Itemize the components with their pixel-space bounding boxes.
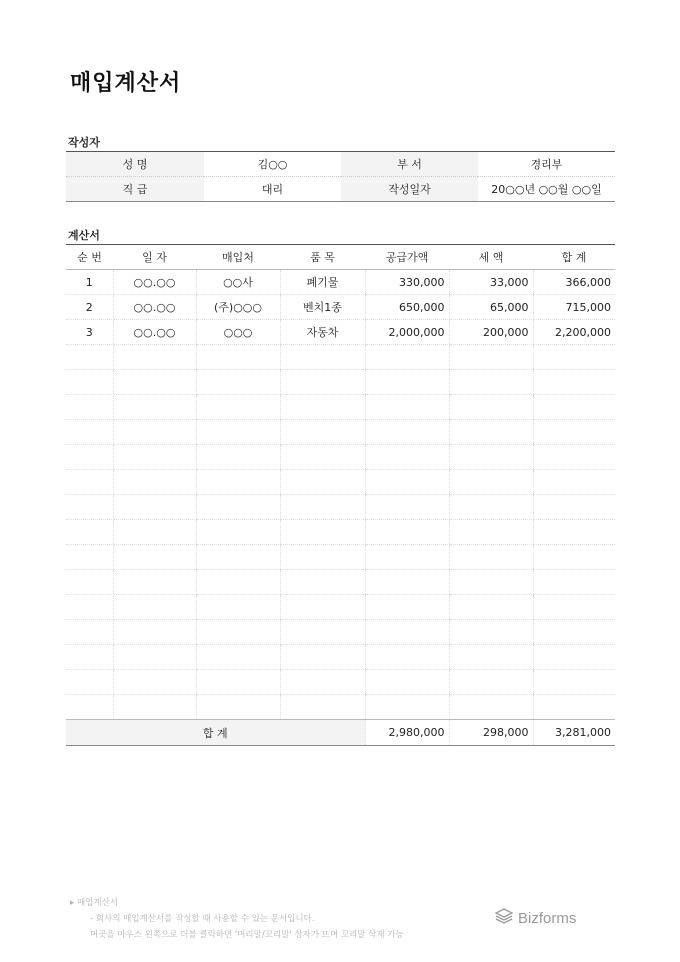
empty-table-row: [66, 595, 615, 620]
empty-cell[interactable]: [196, 695, 280, 720]
col-header-date: 일 자: [113, 245, 196, 270]
empty-cell[interactable]: [449, 645, 533, 670]
empty-cell[interactable]: [280, 545, 365, 570]
empty-cell[interactable]: [196, 420, 280, 445]
empty-cell[interactable]: [365, 445, 449, 470]
empty-cell[interactable]: [196, 670, 280, 695]
empty-cell[interactable]: [113, 620, 196, 645]
writer-section-label: 작성자: [68, 136, 100, 149]
empty-cell[interactable]: [196, 570, 280, 595]
total-row: [66, 720, 615, 746]
header-row: [66, 245, 615, 270]
calc-section-label: 계산서: [68, 229, 100, 242]
empty-cell[interactable]: [365, 595, 449, 620]
empty-cell[interactable]: [533, 420, 615, 445]
empty-cell[interactable]: [66, 345, 113, 370]
empty-cell[interactable]: [196, 520, 280, 545]
empty-cell[interactable]: [113, 395, 196, 420]
empty-cell[interactable]: [533, 595, 615, 620]
empty-cell[interactable]: [365, 520, 449, 545]
empty-cell[interactable]: [66, 595, 113, 620]
department-value[interactable]: 경리부: [478, 152, 615, 177]
empty-cell[interactable]: [533, 545, 615, 570]
empty-cell[interactable]: [196, 495, 280, 520]
empty-cell[interactable]: [113, 695, 196, 720]
empty-cell[interactable]: [196, 395, 280, 420]
empty-cell[interactable]: [533, 470, 615, 495]
empty-cell[interactable]: [66, 395, 113, 420]
empty-cell[interactable]: [113, 470, 196, 495]
cell-sum[interactable]: 715,000: [533, 295, 615, 320]
cell-no[interactable]: 3: [66, 320, 113, 345]
footer-line-hint: 머곳을 마우스 왼쪽으로 더블 클릭하면 '머리말/꼬리말' 상자가 뜨며 꼬리말 삭제 가능: [90, 930, 404, 940]
empty-cell[interactable]: [113, 670, 196, 695]
empty-cell[interactable]: [66, 445, 113, 470]
empty-cell[interactable]: [449, 595, 533, 620]
empty-cell[interactable]: [449, 495, 533, 520]
empty-cell[interactable]: [449, 670, 533, 695]
empty-cell[interactable]: [533, 670, 615, 695]
empty-cell[interactable]: [113, 545, 196, 570]
table-row: [66, 270, 615, 295]
empty-cell[interactable]: [449, 395, 533, 420]
empty-cell[interactable]: [113, 595, 196, 620]
empty-cell[interactable]: [113, 570, 196, 595]
name-label: 성 명: [66, 152, 204, 177]
empty-table-row: [66, 445, 615, 470]
empty-cell[interactable]: [66, 570, 113, 595]
cell-tax[interactable]: 200,000: [449, 320, 533, 345]
empty-cell[interactable]: [365, 645, 449, 670]
empty-cell[interactable]: [280, 695, 365, 720]
empty-cell[interactable]: [66, 420, 113, 445]
empty-cell[interactable]: [113, 370, 196, 395]
footer-note: [70, 895, 404, 943]
empty-cell[interactable]: [533, 695, 615, 720]
empty-cell[interactable]: [365, 695, 449, 720]
empty-cell[interactable]: [280, 470, 365, 495]
empty-cell[interactable]: [66, 370, 113, 395]
empty-cell[interactable]: [196, 645, 280, 670]
empty-cell[interactable]: [280, 595, 365, 620]
empty-table-row: [66, 645, 615, 670]
empty-cell[interactable]: [113, 645, 196, 670]
writer-row: [66, 152, 615, 177]
cell-sum[interactable]: 366,000: [533, 270, 615, 295]
col-header-no: 순 번: [66, 245, 113, 270]
empty-table-row: [66, 620, 615, 645]
empty-cell[interactable]: [365, 420, 449, 445]
empty-cell[interactable]: [533, 345, 615, 370]
empty-cell[interactable]: [280, 420, 365, 445]
empty-table-row: [66, 420, 615, 445]
document-title: 매입계산서: [70, 71, 182, 96]
brand-name: Bizforms: [518, 909, 577, 927]
empty-cell[interactable]: [365, 345, 449, 370]
cell-date[interactable]: ○○.○○: [113, 270, 196, 295]
department-label: 부 서: [341, 152, 478, 177]
date-label: 작성일자: [341, 177, 478, 202]
empty-cell[interactable]: [196, 620, 280, 645]
empty-cell[interactable]: [113, 420, 196, 445]
empty-cell[interactable]: [196, 345, 280, 370]
empty-cell[interactable]: [449, 520, 533, 545]
empty-cell[interactable]: [113, 445, 196, 470]
empty-cell[interactable]: [449, 545, 533, 570]
cell-tax[interactable]: 33,000: [449, 270, 533, 295]
empty-cell[interactable]: [449, 695, 533, 720]
empty-table-row: [66, 395, 615, 420]
empty-cell[interactable]: [196, 470, 280, 495]
empty-cell[interactable]: [449, 570, 533, 595]
empty-cell[interactable]: [280, 370, 365, 395]
date-value[interactable]: 20○○년 ○○월 ○○일: [491, 183, 602, 196]
empty-table-row: [66, 570, 615, 595]
empty-table-row: [66, 470, 615, 495]
total-label: 합 계: [66, 720, 365, 746]
rank-value[interactable]: 대리: [261, 183, 284, 196]
empty-cell[interactable]: [533, 645, 615, 670]
cell-item[interactable]: 자동차: [280, 320, 365, 345]
brand-logo: [495, 908, 576, 928]
cell-vendor[interactable]: ○○사: [196, 270, 280, 295]
empty-cell[interactable]: [66, 620, 113, 645]
writer-row: [66, 177, 615, 202]
empty-cell[interactable]: [66, 670, 113, 695]
cell-tax[interactable]: 65,000: [449, 295, 533, 320]
empty-cell[interactable]: [113, 345, 196, 370]
empty-cell[interactable]: [280, 520, 365, 545]
empty-cell[interactable]: [280, 445, 365, 470]
empty-table-row: [66, 545, 615, 570]
empty-cell[interactable]: [533, 445, 615, 470]
col-header-sum: 합 계: [533, 245, 615, 270]
empty-cell[interactable]: [533, 395, 615, 420]
col-header-supply: 공급가액: [365, 245, 449, 270]
empty-cell[interactable]: [365, 620, 449, 645]
empty-table-row: [66, 520, 615, 545]
footer-line-title: ▸ 매입계산서: [70, 898, 119, 908]
empty-cell[interactable]: [196, 545, 280, 570]
empty-cell[interactable]: [365, 370, 449, 395]
footer-line-description: - 회사의 매입계산서를 작성할 때 사용할 수 있는 문서입니다.: [90, 914, 315, 924]
layers-icon: [495, 908, 513, 928]
empty-cell[interactable]: [449, 620, 533, 645]
empty-cell[interactable]: [449, 445, 533, 470]
col-header-vendor: 매입처: [196, 245, 280, 270]
cell-supply[interactable]: 2,000,000: [365, 320, 449, 345]
empty-cell[interactable]: [113, 495, 196, 520]
cell-date[interactable]: ○○.○○: [113, 295, 196, 320]
empty-cell[interactable]: [365, 570, 449, 595]
empty-cell[interactable]: [196, 445, 280, 470]
total-supply[interactable]: 2,980,000: [365, 720, 449, 746]
empty-cell[interactable]: [533, 370, 615, 395]
empty-cell[interactable]: [280, 570, 365, 595]
cell-supply[interactable]: 330,000: [365, 270, 449, 295]
empty-cell[interactable]: [66, 495, 113, 520]
empty-cell[interactable]: [196, 595, 280, 620]
empty-table-row: [66, 370, 615, 395]
empty-table-row: [66, 695, 615, 720]
empty-cell[interactable]: [280, 345, 365, 370]
cell-supply[interactable]: 650,000: [365, 295, 449, 320]
empty-cell[interactable]: [533, 520, 615, 545]
empty-cell[interactable]: [280, 620, 365, 645]
cell-no[interactable]: 1: [66, 270, 113, 295]
empty-cell[interactable]: [365, 670, 449, 695]
writer-table: [66, 151, 615, 202]
empty-cell[interactable]: [533, 495, 615, 520]
empty-cell[interactable]: [280, 395, 365, 420]
cell-item[interactable]: 폐기물: [280, 270, 365, 295]
empty-cell[interactable]: [533, 620, 615, 645]
cell-vendor[interactable]: (주)○○○: [196, 295, 280, 320]
empty-cell[interactable]: [280, 495, 365, 520]
col-header-item: 품 목: [280, 245, 365, 270]
cell-date[interactable]: ○○.○○: [113, 320, 196, 345]
empty-cell[interactable]: [280, 645, 365, 670]
empty-cell[interactable]: [449, 345, 533, 370]
total-sum[interactable]: 3,281,000: [533, 720, 615, 746]
empty-cell[interactable]: [113, 520, 196, 545]
empty-cell[interactable]: [66, 545, 113, 570]
cell-sum[interactable]: 2,200,000: [533, 320, 615, 345]
empty-cell[interactable]: [365, 395, 449, 420]
empty-cell[interactable]: [280, 670, 365, 695]
cell-no[interactable]: 2: [66, 295, 113, 320]
empty-cell[interactable]: [449, 370, 533, 395]
col-header-tax: 세 액: [449, 245, 533, 270]
empty-cell[interactable]: [66, 695, 113, 720]
empty-cell[interactable]: [365, 495, 449, 520]
empty-cell[interactable]: [365, 470, 449, 495]
total-tax[interactable]: 298,000: [449, 720, 533, 746]
table-row: [66, 295, 615, 320]
cell-vendor[interactable]: ○○○: [196, 320, 280, 345]
cell-item[interactable]: 벤치1종: [280, 295, 365, 320]
empty-cell[interactable]: [533, 570, 615, 595]
empty-table-row: [66, 670, 615, 695]
empty-cell[interactable]: [66, 520, 113, 545]
empty-table-row: [66, 495, 615, 520]
empty-cell[interactable]: [449, 420, 533, 445]
empty-cell[interactable]: [449, 470, 533, 495]
empty-cell[interactable]: [66, 645, 113, 670]
empty-cell[interactable]: [66, 470, 113, 495]
name-value[interactable]: 김○○: [204, 152, 341, 177]
empty-cell[interactable]: [365, 545, 449, 570]
rank-label: 직 급: [66, 177, 204, 202]
empty-cell[interactable]: [196, 370, 280, 395]
table-row: [66, 320, 615, 345]
calc-table: [66, 244, 615, 746]
empty-table-row: [66, 345, 615, 370]
